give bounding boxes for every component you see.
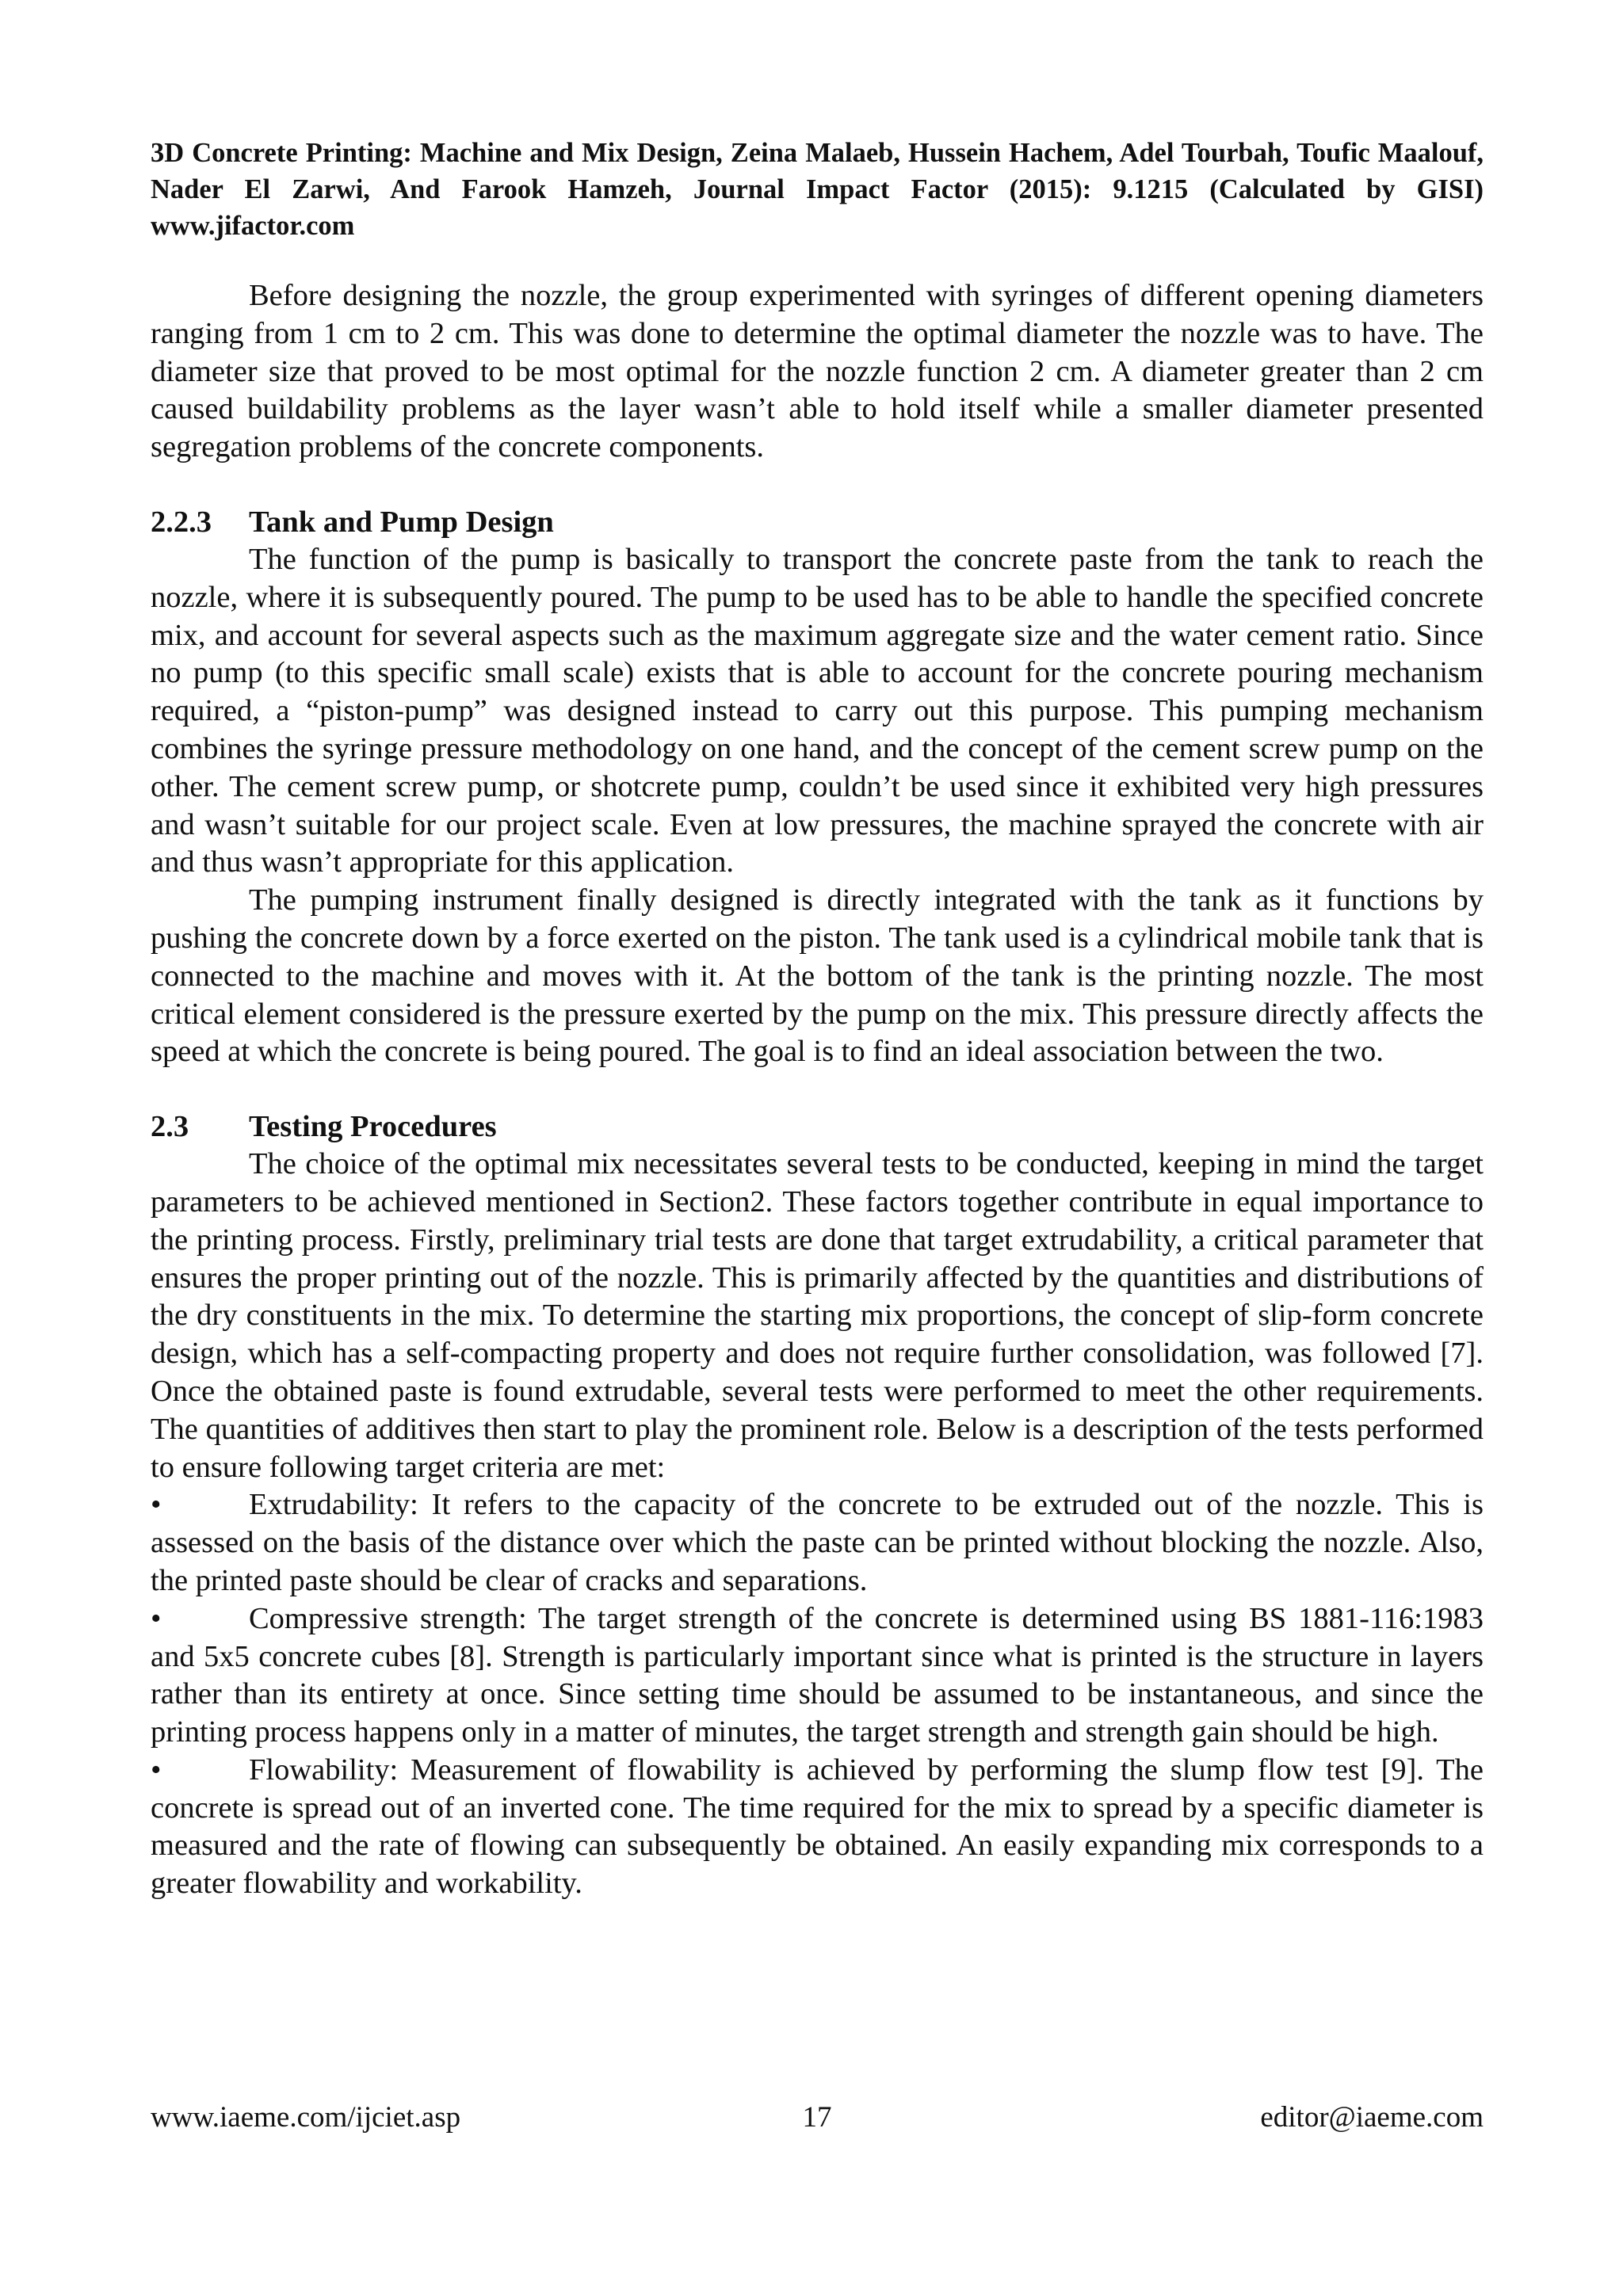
bullet-icon: • bbox=[151, 1488, 162, 1522]
section-title: Tank and Pump Design bbox=[249, 505, 554, 539]
section-number: 2.2.3 bbox=[151, 505, 212, 539]
bullet-icon: • bbox=[151, 1601, 162, 1635]
running-header-citation: 3D Concrete Printing: Machine and Mix Design, Zeina Malaeb, Hussein Hachem, Adel Tourbah, Toufic Maalouf, Nader El Zarwi, And Farook Hamzeh, Journal Impact Factor (2015): 9.1215 (Calculated by GISI) www.jifactor.com bbox=[151, 138, 1484, 241]
section-heading-testing-procedures bbox=[151, 1108, 1484, 1146]
page-footer bbox=[151, 2098, 1484, 2138]
bullet-item-compressive-strength bbox=[151, 1600, 1484, 1752]
section-number: 2.3 bbox=[151, 1110, 189, 1144]
bullet-item-extrudability bbox=[151, 1486, 1484, 1600]
page-content bbox=[151, 135, 1484, 1903]
footer-page-number: 17 bbox=[802, 2101, 832, 2134]
paragraph-pumping-instrument: The pumping instrument finally designed is directly integrated with the tank as it functions by pushing the concrete down by a force exerted on the piston. The tank used is a cylindrical mobile tank that is connected to the machine and moves with it. At the bottom of the tank is the printing nozzle. The most critical element considered is the pressure exerted by the pump on the mix. This pressure directly affects the speed at which the concrete is being poured. The goal is to find an ideal association between the two. bbox=[151, 883, 1484, 1069]
bullet-text: Compressive strength: The target strength of the concrete is determined using BS 1881-116:1983 and 5x5 concrete cubes [8]. Strength is particularly important since what is printed is the structure in layers rather than its entirety at once. Since setting time should be assumed to be instantaneous, and since the printing process happens only in a matter of minutes, the target strength and strength gain should be high. bbox=[151, 1601, 1484, 1749]
bullet-text: Extrudability: It refers to the capacity of the concrete to be extruded out of the nozzle. This is assessed on the basis of the distance over which the paste can be printed without blocking the nozzle. Also, the printed paste should be clear of cracks and separations. bbox=[151, 1488, 1484, 1597]
bullet-text: Flowability: Measurement of flowability is achieved by performing the slump flow test [9]. The concrete is spread out of an inverted cone. The time required for the mix to spread by a specific diameter is measured and the rate of flowing can subsequently be obtained. An easily expanding mix corresponds to a greater flowability and workability. bbox=[151, 1753, 1484, 1901]
bullet-icon: • bbox=[151, 1753, 162, 1787]
paragraph-pump-function: The function of the pump is basically to transport the concrete paste from the tank to reach the nozzle, where it is subsequently poured. The pump to be used has to be able to handle the specified concrete mix, and account for several aspects such as the maximum aggregate size and the water cement ratio. Since no pump (to this specific small scale) exists that is able to account for the concrete pouring mechanism required, a “piston-pump” was designed instead to carry out this purpose. This pumping mechanism combines the syringe pressure methodology on one hand, and the concept of the cement screw pump on the other. The cement screw pump, or shotcrete pump, couldn’t be used since it exhibited very high pressures and wasn’t suitable for our project scale. Even at low pressures, the machine sprayed the concrete with air and thus wasn’t appropriate for this application. bbox=[151, 542, 1484, 879]
paragraph-nozzle-diameter: Before designing the nozzle, the group experimented with syringes of different opening diameters ranging from 1 cm to 2 cm. This was done to determine the optimal diameter the nozzle was to have. The diameter size that proved to be most optimal for the nozzle function 2 cm. A diameter greater than 2 cm caused buildability problems as the layer wasn’t able to hold itself while a smaller diameter presented segregation problems of the concrete components. bbox=[151, 279, 1484, 464]
section-title: Testing Procedures bbox=[249, 1110, 497, 1144]
section-heading-tank-pump bbox=[151, 503, 1484, 541]
bullet-item-flowability bbox=[151, 1752, 1484, 1903]
footer-website-link[interactable]: www.iaeme.com/ijciet.asp bbox=[151, 2101, 461, 2134]
paragraph-optimal-mix: The choice of the optimal mix necessitates several tests to be conducted, keeping in mind the target parameters to be achieved mentioned in Section2. These factors together contribute in equal importance to the printing process. Firstly, preliminary trial tests are done that target extrudability, a critical parameter that ensures the proper printing out of the nozzle. This is primarily affected by the quantities and distributions of the dry constituents in the mix. To determine the starting mix proportions, the concept of slip-form concrete design, which has a self-compacting property and does not require further consolidation, was followed [7]. Once the obtained paste is found extrudable, several tests were performed to meet the other requirements. The quantities of additives then start to play the prominent role. Below is a description of the tests performed to ensure following target criteria are met: bbox=[151, 1147, 1484, 1484]
footer-email-link[interactable]: editor@iaeme.com bbox=[1260, 2101, 1484, 2134]
